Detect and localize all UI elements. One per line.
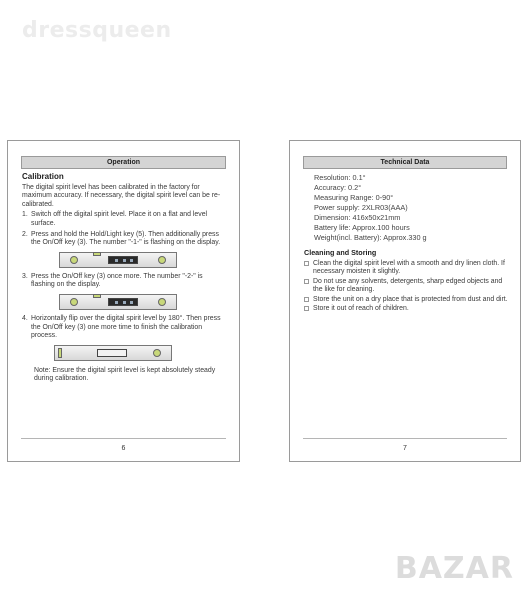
watermark-bottom: BAZAR [394,551,514,586]
step-1 [22,211,227,228]
bubble-vial-icon [158,298,166,306]
spec-resolution: Resolution: 0.1° [314,173,366,182]
spec-list [304,173,508,243]
calibration-note: Note: Ensure the digital spirit level is kept absolutely steady during calibration. [34,366,216,383]
step-text: Horizontally flip over the digital spirit level by 180°. Then press the On/Off key (3) one more time to finish the calibration process. [31,314,221,340]
bubble-vial-icon [158,256,166,264]
section-title-calibration: Calibration [22,172,64,181]
manual-page-right [289,140,521,462]
step-number: 2. [22,230,28,238]
cleaning-item [304,260,508,277]
step-text: Press and hold the Hold/Light key (5). Then additionally press the On/Off key (3). The number "-1-" is flashing on the display. [31,230,221,247]
manual-page-left [7,140,240,462]
spirit-level-illustration-flipped [54,345,172,361]
step-text: Press the On/Off key (3) once more. The number "-2-" is flashing on the display. [31,272,203,289]
cleaning-item-text: Store it out of reach of children. [313,305,409,313]
spec-accuracy: Accuracy: 0.2° [314,183,362,192]
page-number-right: 7 [403,445,407,452]
bubble-vial-icon [70,298,78,306]
spec-weight: Weight(incl. Battery): Approx.330 g [314,233,427,242]
lcd-display-icon [97,349,127,357]
bubble-vial-icon [58,348,62,358]
checkbox-icon [304,306,309,311]
spec-dimension: Dimension: 416x50x21mm [314,213,401,222]
cleaning-item-text: Clean the digital spirit level with a smooth and dry linen cloth. If necessary moisten it slightly. [313,259,505,276]
step-text: Switch off the digital spirit level. Place it on a flat and level surface. [31,211,208,227]
watermark-top: dressqueen [22,18,172,43]
spirit-level-illustration [59,294,177,310]
cleaning-item [304,278,508,295]
checkbox-icon [304,261,309,266]
cleaning-item [304,305,508,314]
lcd-display-icon [108,298,138,306]
lcd-display-icon [108,256,138,264]
page-number-left: 6 [121,445,126,452]
bubble-vial-icon [93,252,101,256]
step-2 [22,231,227,248]
step-4 [22,315,227,341]
step-number: 3. [22,272,28,280]
section-title-cleaning: Cleaning and Storing [304,248,377,257]
spec-battery-life: Battery life: Approx.100 hours [314,223,410,232]
footer-divider [303,438,507,439]
step-number: 4. [22,314,28,322]
checkbox-icon [304,279,309,284]
bubble-vial-icon [153,349,161,357]
checkbox-icon [304,297,309,302]
page-content-right [304,173,508,315]
step-number: 1. [22,211,28,219]
spec-power-supply: Power supply: 2XLR03(AAA) [314,203,408,212]
cleaning-item [304,296,508,305]
page-header-operation: Operation [21,156,226,169]
cleaning-item-text: Do not use any solvents, detergents, sharp edged objects and the like for cleaning. [313,277,503,294]
page-content-left [22,173,227,384]
spec-measuring-range: Measuring Range: 0-90° [314,193,394,202]
bubble-vial-icon [70,256,78,264]
intro-paragraph: The digital spirit level has been calibrated in the factory for maximum accuracy. If necessary, the digital spirit level can be re-calibrated. [22,183,221,208]
cleaning-item-text: Store the unit on a dry place that is protected from dust and dirt. [313,295,508,303]
spirit-level-illustration [59,252,177,268]
page-header-technical-data: Technical Data [303,156,507,169]
footer-divider [21,438,226,439]
bubble-vial-icon [93,294,101,298]
step-3 [22,273,227,290]
